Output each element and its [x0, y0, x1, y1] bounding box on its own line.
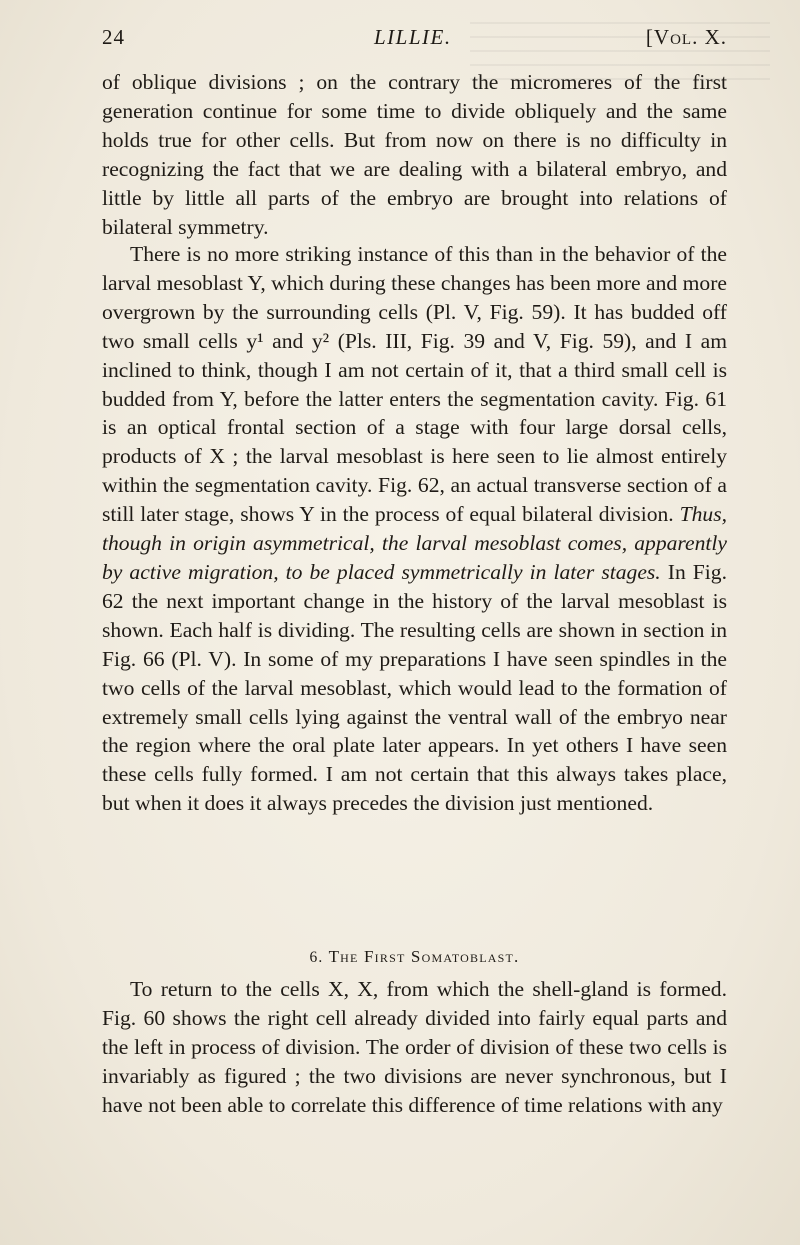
- paragraph-larval-mesoblast: [102, 240, 727, 818]
- section-number: 6.: [309, 949, 324, 966]
- text-block-2: [102, 240, 727, 818]
- text-block-1: [102, 68, 727, 241]
- page-number: 24: [102, 25, 125, 49]
- section-title: The First Somatoblast.: [328, 947, 520, 966]
- volume-label: [Vol. X.: [645, 25, 727, 49]
- running-title: LILLIE.: [374, 25, 452, 49]
- paragraph-text: In Fig. 62 the next important change in the history of the larval mesoblast is shown. Each half is dividing. The resulting cells are shown in section in Fig. 66 (Pl. V). In some of my preparations I have seen spindles in the two cells of the larval mesoblast, which would lead to the formation of extremely small cells lying against the ventral wall of the embryo near the region where the oral plate later appears. In yet others I have seen these cells fully formed. I am not certain that this always takes place, but when it does it always precedes the division just mentioned.: [102, 559, 727, 816]
- paragraph-somatoblast: To return to the cells X, X, from which the shell-gland is formed. Fig. 60 shows the right cell already divided into fairly equal parts and the left in process of division. The order of division of these two cells is invariably as figured ; the two divisions are never synchronous, but I have not been able to correlate this difference of time relations with any: [102, 977, 727, 1117]
- section-heading: [102, 947, 727, 967]
- page-header: [102, 25, 727, 55]
- italic-passage: Thus, though in origin asymmetrical, the larval mesoblast comes, apparently by active migration, to be placed symmetrically in later stages.: [102, 502, 727, 584]
- paragraph-continuation: of oblique divisions ; on the contrary the micromeres of the first generation continue for some time to divide obliquely and the same holds true for other cells. But from now on there is no difficulty in recognizing the fact that we are dealing with a bilateral embryo, and little by little all parts of the embryo are brought into relations of bilateral symmetry.: [102, 70, 727, 239]
- paragraph-text: There is no more striking instance of this than in the behavior of the larval mesoblast Y, which during these changes has been more and more overgrown by the surrounding cells (Pl. V, Fig. 59). It has budded off two small cells y¹ and y² (Pls. III, Fig. 39 and V, Fig. 59), and I am inclined to think, though I am not certain of it, that a third small cell is budded from Y, before the latter enters the segmentation cavity. Fig. 61 is an optical frontal section of a stage with four large dorsal cells, products of X ; the larval mesoblast is here seen to lie almost entirely within the segmentation cavity. Fig. 62, an actual transverse section of a still later stage, shows Y in the process of equal bilateral division.: [102, 242, 727, 527]
- text-block-3: [102, 975, 727, 1120]
